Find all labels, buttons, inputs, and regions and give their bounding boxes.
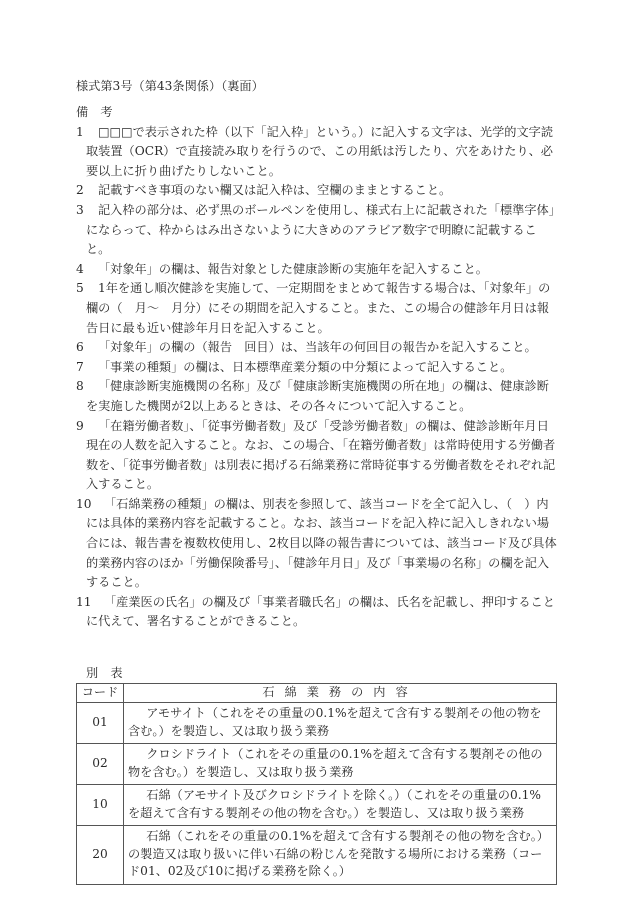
notes-heading: 備 考 [76,105,113,119]
code-cell: 20 [77,826,124,885]
note-item [76,123,558,182]
asbestos-work-table [76,683,557,885]
note-item [76,338,558,358]
code-cell: 01 [77,703,124,744]
note-text: 「対象年」の欄は、報告対象とした健康診断の実施年を記入すること。 [98,261,488,276]
column-header-code: コード [77,684,124,703]
form-title: 様式第3号（第43条関係）（裏面） [76,79,264,93]
note-number: 4 [76,261,84,276]
code-cell: 10 [77,785,124,826]
note-number: 9 [76,418,84,433]
content-cell: アモサイト（これをその重量の0.1%を超えて含有する製剤その他の物を含む。）を製造し、又は取り扱う業務 [124,703,557,744]
table-header-row [77,684,557,703]
note-item [76,495,558,593]
column-header-content: 石綿業務の内容 [124,684,557,703]
note-number: 8 [76,379,84,394]
note-number: 2 [76,183,84,198]
note-item [76,181,558,201]
note-number: 11 [76,594,92,609]
note-item [76,358,558,378]
note-number: 1 [76,124,84,139]
note-item [76,377,558,416]
note-text: □□□で表示された枠（以下「記入枠」という。）に記入する文字は、光学的文字読取装置（OCR）で直接読み取りを行うので、この用紙は汚したり、穴をあけたり、必要以上に折り曲げたりしないこと。 [86,124,554,178]
table-row [77,744,557,785]
note-text: 「事業の種類」の欄は、日本標準産業分類の中分類によって記入すること。 [98,359,513,374]
appendix-heading: 別 表 [86,666,123,681]
note-number: 7 [76,359,84,374]
document-page [76,78,558,885]
note-item [76,417,558,495]
content-cell: 石綿（これをその重量の0.1%を超えて含有する製剤その他の物を含む。）の製造又は取り扱いに伴い石綿の粉じんを発散する場所における業務（コード01、02及び10に掲げる業務を除く。） [124,826,557,885]
content-cell: クロシドライト（これをその重量の0.1%を超えて含有する製剤その他の物を含む。）を製造し、又は取り扱う業務 [124,744,557,785]
note-item [76,593,558,632]
table-row [77,826,557,885]
note-text: 「在籍労働者数」、「従事労働者数」及び「受診労働者数」の欄は、健診診断年月日現在の人数を記入すること。なお、この場合、「在籍労働者数」は常時使用する労働者数を、「従事労働者数」は別表に掲げる石綿業務に常時従事する労働者数をそれぞれ記入すること。 [86,418,556,492]
note-text: 「健康診断実施機関の名称」及び「健康診断実施機関の所在地」の欄は、健康診断を実施した機関が2以上あるときは、その各々について記入すること。 [86,379,549,413]
note-text: 「産業医の氏名」の欄及び「事業者職氏名」の欄は、氏名を記載し、押印することに代えて、署名することができること。 [86,594,555,629]
note-text: 記載すべき事項のない欄又は記入枠は、空欄のままとすること。 [98,183,452,198]
content-cell: 石綿（アモサイト及びクロシドライトを除く。）（これをその重量の0.1%を超えて含有する製剤その他の物を含む。）を製造し、又は取り扱う業務 [124,785,557,826]
code-cell: 02 [77,744,124,785]
note-text: 記入枠の部分は、必ず黒のボールペンを使用し、様式右上に記載された「標準字体」にならって、枠からはみ出さないように大きめのアラビア数字で明瞭に記載すること。 [86,202,555,257]
table-row [77,703,557,744]
note-number: 5 [76,281,84,296]
note-text: 「対象年」の欄の（報告 回目）は、当該年の何回目の報告かを記入すること。 [98,340,537,355]
table-row [77,785,557,826]
note-number: 3 [76,202,84,217]
note-number: 6 [76,340,84,355]
note-item [76,260,558,280]
note-text: 「石綿業務の種類」の欄は、別表を参照して、該当コードを全て記入し、（ ）内には具体的業務内容を記載すること。なお、該当コードを記入枠に記入しきれない場合には、報告書を複数枚使用し、2枚目以降の報告書については、該当コード及び具体的業務内容のほか「労働保険番号」、「健診年月日」及び「事業場の名称」の欄を記入すること。 [86,496,557,590]
note-number: 10 [76,496,92,511]
notes-list [76,123,558,632]
note-item [76,279,558,338]
note-item [76,201,558,260]
note-text: 1年を通し順次健診を実施して、一定期間をまとめて報告する場合は、「対象年」の欄の（ 月～ 月分）にその期間を記入すること。また、この場合の健診年月日は報告日に最も近い健診年月日を記入すること。 [86,281,551,335]
